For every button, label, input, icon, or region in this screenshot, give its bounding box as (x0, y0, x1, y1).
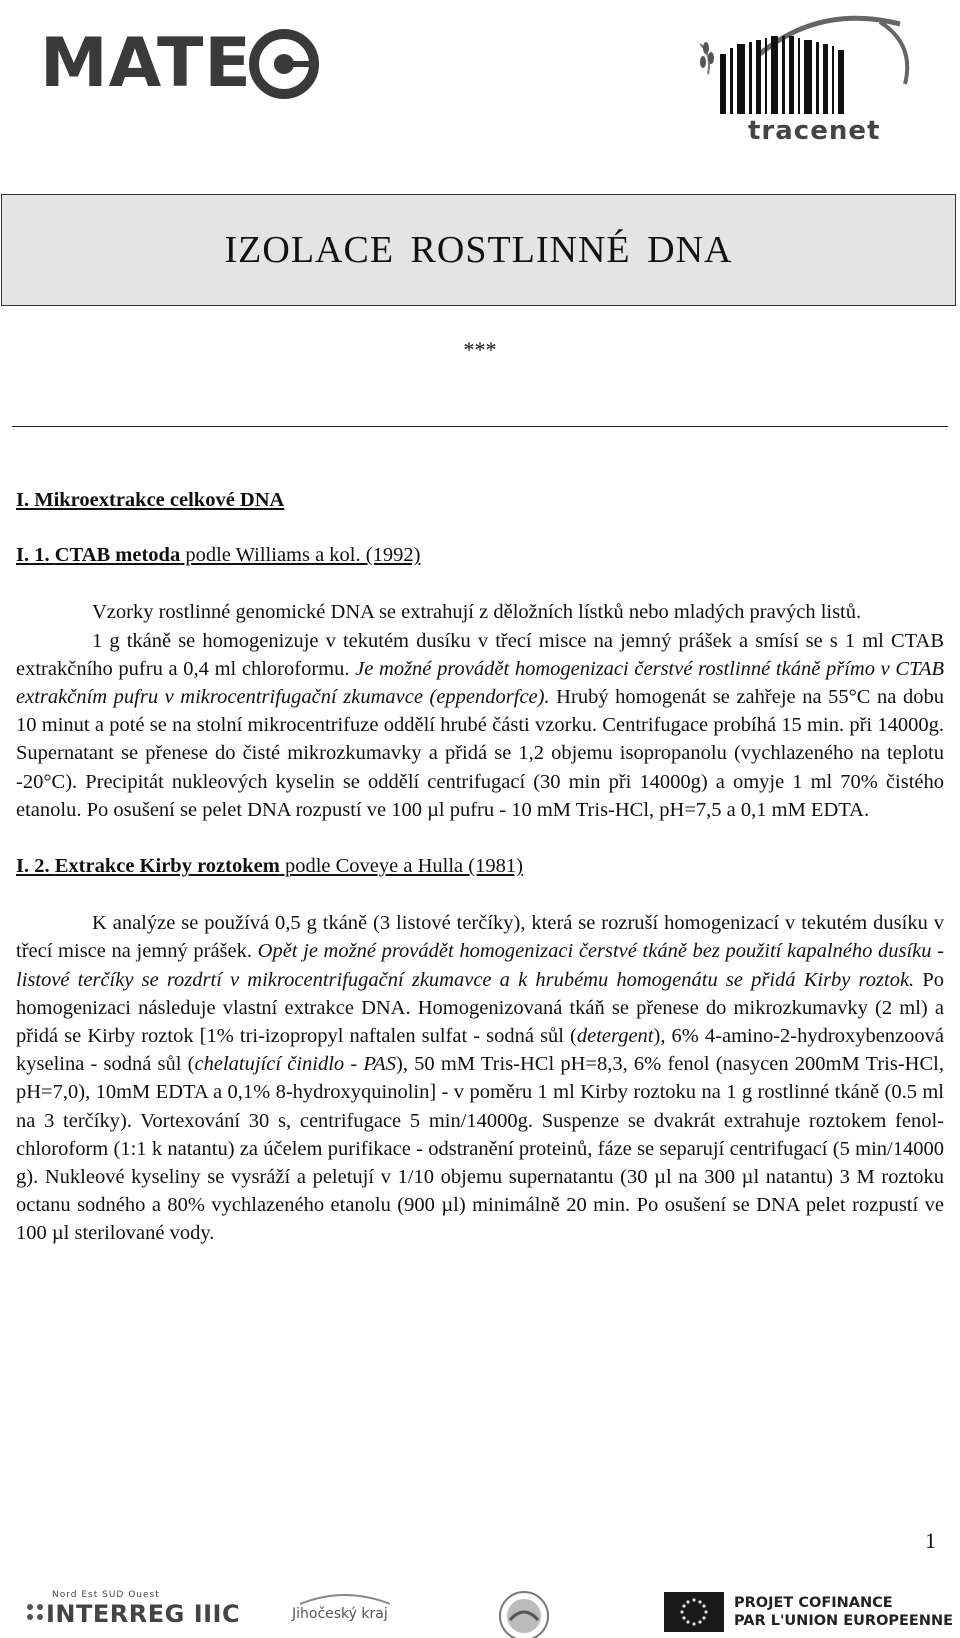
section-heading-text: I. Mikroextrakce celkové DNA (16, 489, 285, 511)
jihocesky-kraj-text: Jihočeský kraj (292, 1606, 388, 1622)
kirby-text-b: Po homogenizaci následuje vlastní extrakce DNA. Homogenizovaná tkáň se přenese do mikrozkumavky (2 ml) a přidá se Kirby roztok [1% tri-izopropyl naftalen sulfat - sodná sůl ( (16, 968, 944, 1048)
mateo-logo-o-icon (248, 28, 320, 100)
interreg-logo-title (26, 1600, 240, 1628)
subsection-1-source: podle Williams a kol. (1992) (180, 544, 421, 567)
subsection-2-number: I. 2. (16, 855, 55, 878)
section-heading (16, 486, 944, 514)
mateo-logo-text: MATE (40, 24, 252, 103)
mateo-logo (40, 24, 320, 103)
ctab-text-b: Hrubý homogenát se zahřeje na 55°C na dobu 10 minut a poté se na stolní mikrocentrifuze oddělí hrubé části vzorku. Centrifugace probíhá 15 min. při 14000g. Supernatant se přenese do čisté mikrozkumavky a přidá se 1,2 objemu isopropanolu (vychlazeného na teplotu -20°C). Precipitát nukleových kyselin se oddělí centrifugací (30 min při 14000g) a omyje 1 ml 70% čistého etanolu. Po osušení se pelet DNA rozpustí ve 100 µl pufru - 10 mM Tris-HCl, pH=7,5 a 0,1 mM EDTA. (16, 686, 944, 821)
interreg-logo (26, 1590, 240, 1628)
eu-cofinance-text (734, 1594, 953, 1630)
tracenet-logo-text: tracenet (748, 116, 881, 146)
paragraph-samples: Vzorky rostlinné genomické DNA se extrahují z děložních lístků nebo mladých pravých listů. (92, 601, 862, 624)
title-box (1, 194, 956, 306)
kirby-text-a: K analýze se používá 0,5 g tkáně (3 listové terčíky), která se rozruší homogenizací v tekutém dusíku v třecí misce na jemný prášek. (16, 912, 944, 963)
kirby-detergent-italic: detergent (576, 1025, 654, 1048)
kirby-chelat-italic: chelatující činidlo - PAS (194, 1053, 397, 1076)
subsection-1-heading (16, 541, 944, 569)
subsection-2-source: podle Coveye a Hulla (1981) (279, 855, 523, 878)
subsection-2-heading (16, 852, 944, 880)
cofinance-line-1: PROJET COFINANCE (734, 1595, 893, 1611)
separator-stars: *** (463, 337, 497, 362)
interreg-logo-text: INTERREG IIIC (46, 1600, 241, 1628)
subsection-1-method: CTAB metoda (54, 544, 181, 567)
document-body (16, 486, 944, 1248)
jihocesky-kraj-mark-icon (300, 1592, 390, 1606)
subsection-1-number: I. 1. (16, 544, 55, 567)
kirby-note-italic: Opět je možné provádět homogenizaci čerstvé tkáně bez použití kapalného dusíku - listové terčíky se rozdrtí v mikrocentrifugační zkumavce a k hrubému homogenátu se přidá Kirby roztok. (16, 940, 944, 991)
eu-flag-icon (664, 1592, 724, 1632)
jihocesky-kraj-logo (292, 1606, 390, 1622)
cofinance-line-2: PAR L'UNION EUROPEENNE (734, 1613, 954, 1629)
paragraph-ctab-procedure (16, 627, 944, 824)
footer-logos (0, 1582, 960, 1634)
ctab-text-a: 1 g tkáně se homogenizuje v tekutém dusíku v třecí misce na jemný prášek a smísí se s 1 ml CTAB extrakčního pufru a 0,4 ml chloroformu. (16, 629, 944, 680)
ctab-note-italic: Je možné provádět homogenizaci čerstvé rostlinné tkáně přímo v CTAB extrakčním pufru v mikrocentrifugační zkumavce (eppendorfce). (16, 657, 944, 709)
paragraph-kirby-procedure (16, 909, 944, 1247)
header-logos (0, 0, 960, 160)
kirby-text-d: ), 50 mM Tris-HCl pH=8,3, 6% fenol (nasycen 200mM Tris-HCl, pH=7,0), 10mM EDTA a 0,1% 8-hydroxyquinolin] - v poměru 1 ml Kirby roztoku na 1 g rostlinné tkáně (0.5 ml na 3 terčíky). Vortexování 30 s, centrifugace 5 min/14000g. Suspenze se dvakrát extrahuje roztokem fenol-chloroform (1:1 k natantu) za účelem purifikace - odstranění proteinů, fáze se separují centrifugací (5 min/14000 g). Nukleové kyseliny se vysráží a peletují v 1/10 objemu supernatantu (30 µl na 300 µl natantu) 3 M roztoku octanu sodného a 80% vychlazeného etanolu (900 µl) minimálně 20 min. Po osušení se DNA pelet rozpustí ve 100 µl sterilované vody. (16, 1053, 944, 1245)
page-title: IZOLACE ROSTLINNÉ DNA (224, 229, 733, 271)
interreg-logo-subtitle: Nord Est SUD Ouest (52, 1590, 160, 1600)
horizontal-divider (12, 426, 948, 427)
tracenet-logo (700, 14, 940, 144)
kirby-text-c: ), 6% 4-amino-2-hydroxybenzoová kyselina - sodná sůl ( (16, 1025, 945, 1076)
ministry-seal-icon (492, 1586, 556, 1638)
subsection-2-method: Extrakce Kirby roztokem (54, 855, 280, 878)
interreg-dots-icon (26, 1603, 46, 1625)
page-number: 1 (925, 1528, 936, 1553)
